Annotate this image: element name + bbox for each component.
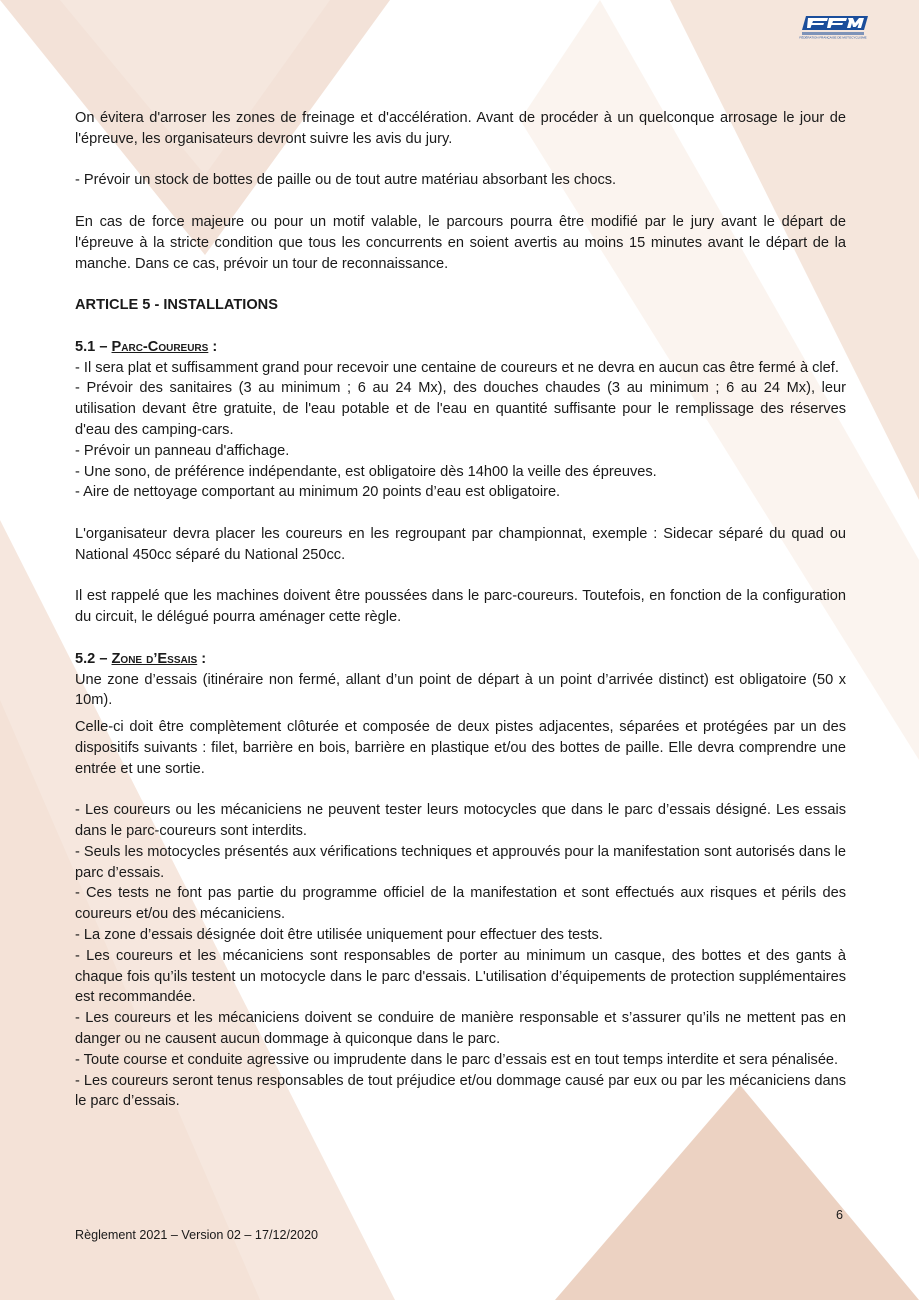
- svg-text:FÉDÉRATION FRANÇAISE DE MOTOCY: FÉDÉRATION FRANÇAISE DE MOTOCYCLISME: [799, 35, 867, 40]
- section-5-2-heading: 5.2 – Zone d’Essais :: [75, 650, 207, 667]
- paragraph-test-zone: Une zone d’essais (itinéraire non fermé, allant d’un point de départ à un point d’arrivée distinct) est obligatoire (50 x 10m).: [75, 671, 846, 709]
- page-content: [75, 108, 846, 1112]
- list-item: - Les coureurs ou les mécaniciens ne peuvent tester leurs motocycles que dans le parc d’essais désigné. Les essais dans le parc-coureurs sont interdits.: [75, 802, 846, 840]
- list-item: - La zone d’essais désignée doit être utilisée uniquement pour effectuer des tests.: [75, 927, 603, 944]
- footer-version: Règlement 2021 – Version 02 – 17/12/2020: [75, 1228, 318, 1242]
- paragraph-organizer: L'organisateur devra placer les coureurs en les regroupant par championnat, exemple : Sidecar séparé du quad ou National 450cc séparé du National 250cc.: [75, 525, 846, 563]
- paragraph-force-majeure: En cas de force majeure ou pour un motif valable, le parcours pourra être modifié par le jury avant le départ de l'épreuve à la stricte condition que tous les concurrents en soient avertis au moins 15 minutes avant le départ de la manche. Dans ce cas, prévoir un tour de reconnaissance.: [75, 213, 846, 272]
- paragraph-watering: On évitera d'arroser les zones de freinage et d'accélération. Avant de procéder à un quelconque arrosage le jour de l'épreuve, les organisateurs devront suivre les avis du jury.: [75, 110, 846, 147]
- list-item: - Les coureurs et les mécaniciens doivent se conduire de manière responsable et s’assurer qu’ils ne mettent pas en danger ou ne causent aucun dommage à quiconque dans le parc.: [75, 1010, 846, 1048]
- article-heading: ARTICLE 5 - INSTALLATIONS: [75, 297, 278, 314]
- list-item: - Il sera plat et suffisamment grand pour recevoir une centaine de coureurs et ne devra en aucun cas être fermé à clef.: [75, 359, 839, 376]
- ffm-logo: [798, 14, 870, 40]
- list-item: - Les coureurs seront tenus responsables de tout préjudice et/ou dommage causé par eux ou par les mécaniciens dans le parc d’essais.: [75, 1072, 846, 1110]
- list-item: - Prévoir un panneau d'affichage.: [75, 442, 290, 459]
- list-item: - Les coureurs et les mécaniciens sont responsables de porter au minimum un casque, des bottes et des gants à chaque fois qu’ils testent un motocycle dans le parc d'essais. L'utilisation d’équipements de protection supplémentaires est recommandée.: [75, 947, 846, 1006]
- triangle-bottom-right: [555, 1085, 919, 1300]
- list-item: - Aire de nettoyage comportant au minimum 20 points d’eau est obligatoire.: [75, 484, 561, 501]
- list-item: - Ces tests ne font pas partie du programme officiel de la manifestation et sont effectués aux risques et périls des coureurs et/ou des mécaniciens.: [75, 885, 846, 923]
- paragraph-enclosure: Celle-ci doit être complètement clôturée et composée de deux pistes adjacentes, séparées et protégées par un des dispositifs suivants : filet, barrière en bois, barrière en plastique et/ou des bottes de paille. Elle devra comprendre une entrée et une sortie.: [75, 719, 846, 777]
- list-item: - Une sono, de préférence indépendante, est obligatoire dès 14h00 la veille des épreuves.: [75, 463, 657, 480]
- paragraph-machines: Il est rappelé que les machines doivent être poussées dans le parc-coureurs. Toutefois, en fonction de la configuration du circuit, le délégué pourra aménager cette règle.: [75, 588, 846, 626]
- page-number: 6: [836, 1208, 844, 1222]
- list-item: - Toute course et conduite agressive ou imprudente dans le parc d’essais est en tout temps interdite et sera pénalisée.: [75, 1051, 839, 1068]
- list-item: - Seuls les motocycles présentés aux vérifications techniques et approuvés pour la manifestation sont autorisés dans le parc d’essais.: [75, 843, 846, 881]
- section-5-1-heading: 5.1 – Parc-Coureurs :: [75, 338, 218, 355]
- list-item: - Prévoir des sanitaires (3 au minimum ; 6 au 24 Mx), des douches chaudes (3 au minimum ; 6 au 24 Mx), leur utilisation devant être gratuite, de l'eau potable et de l'eau en quantité suffisante pour le remplissage des réserves d'eau des camping-cars.: [75, 380, 846, 438]
- paragraph-straw-bales: - Prévoir un stock de bottes de paille ou de tout autre matériau absorbant les chocs.: [75, 172, 617, 189]
